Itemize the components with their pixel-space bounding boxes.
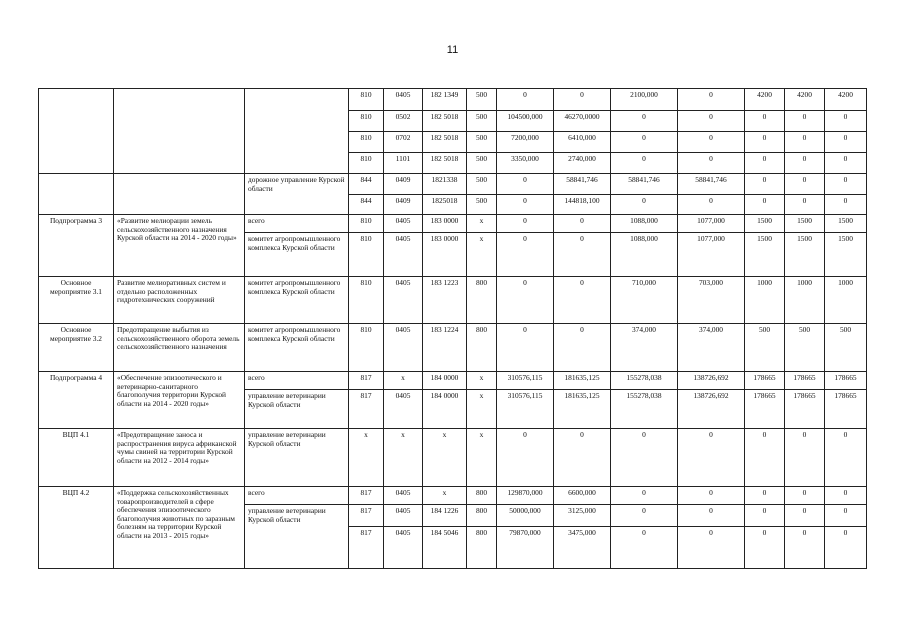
rzpr-cell: 0702	[384, 132, 423, 153]
executor-cell: всего	[245, 215, 349, 233]
value-cell: 0	[497, 174, 554, 195]
value-cell: 310576,115	[497, 390, 554, 429]
name-cell	[114, 174, 245, 215]
executor-cell: всего	[245, 487, 349, 505]
rzpr-cell: 0409	[384, 174, 423, 195]
value-cell: 2740,000	[554, 153, 611, 174]
value-cell: 0	[825, 429, 867, 487]
name-cell: Развитие мелиоративных систем и отдельно расположенных гидротехнических сооружений	[114, 277, 245, 324]
grbs-cell: 817	[349, 505, 384, 527]
value-cell: 0	[825, 153, 867, 174]
csr-cell: x	[423, 429, 467, 487]
value-cell: 3125,000	[554, 505, 611, 527]
value-cell: 1000	[745, 277, 785, 324]
value-cell: 0	[497, 324, 554, 372]
value-cell: 1500	[825, 233, 867, 277]
rzpr-cell: x	[384, 429, 423, 487]
csr-cell: 184 5046	[423, 527, 467, 569]
value-cell: 1500	[785, 233, 825, 277]
rzpr-cell: 0409	[384, 195, 423, 215]
value-cell: 58841,746	[678, 174, 745, 195]
value-cell: 1077,000	[678, 233, 745, 277]
value-cell: 703,000	[678, 277, 745, 324]
rzpr-cell: 0405	[384, 527, 423, 569]
rzpr-cell: 0405	[384, 233, 423, 277]
value-cell: 0	[678, 195, 745, 215]
value-cell: 1000	[825, 277, 867, 324]
value-cell: 2100,000	[611, 89, 678, 111]
name-cell: «Поддержка сельскохозяйственных товаропроизводителей в сфере обеспечения эпизоотического благополучия животных по заразным болезням на территории Курской области на 2013 - 2015 годы»	[114, 487, 245, 569]
grbs-cell: 810	[349, 277, 384, 324]
value-cell: 0	[785, 111, 825, 132]
value-cell: 374,000	[611, 324, 678, 372]
value-cell: 310576,115	[497, 372, 554, 390]
value-cell: 0	[678, 132, 745, 153]
value-cell: 0	[825, 195, 867, 215]
vr-cell: 800	[467, 527, 497, 569]
vr-cell: 500	[467, 174, 497, 195]
rzpr-cell: 0405	[384, 89, 423, 111]
value-cell: 0	[785, 132, 825, 153]
value-cell: 0	[825, 487, 867, 505]
value-cell: 0	[678, 153, 745, 174]
value-cell: 0	[825, 527, 867, 569]
csr-cell: 184 1226	[423, 505, 467, 527]
value-cell: 0	[785, 174, 825, 195]
value-cell: 0	[825, 505, 867, 527]
executor-cell: управление ветеринарии Курской области	[245, 429, 349, 487]
rzpr-cell: 0405	[384, 487, 423, 505]
value-cell: 144818,100	[554, 195, 611, 215]
value-cell: 0	[497, 277, 554, 324]
vr-cell: 800	[467, 324, 497, 372]
value-cell: 0	[611, 132, 678, 153]
value-cell: 0	[745, 505, 785, 527]
value-cell: 178665	[745, 390, 785, 429]
page-number: 11	[446, 44, 459, 56]
csr-cell: 183 0000	[423, 233, 467, 277]
value-cell: 46270,0000	[554, 111, 611, 132]
executor-cell: управление ветеринарии Курской области	[245, 390, 349, 429]
value-cell: 0	[785, 429, 825, 487]
value-cell: 138726,692	[678, 372, 745, 390]
value-cell: 58841,746	[611, 174, 678, 195]
value-cell: 710,000	[611, 277, 678, 324]
value-cell: 155278,038	[611, 372, 678, 390]
value-cell: 1500	[745, 215, 785, 233]
vr-cell: 800	[467, 277, 497, 324]
vr-cell: x	[467, 390, 497, 429]
grbs-cell: 844	[349, 174, 384, 195]
rzpr-cell: 0405	[384, 215, 423, 233]
value-cell: 79870,000	[497, 527, 554, 569]
rzpr-cell: 0405	[384, 324, 423, 372]
vr-cell: x	[467, 233, 497, 277]
name-cell: «Предотвращение заноса и распространения вируса африканской чумы свиней на территории Курской области на 2012 - 2014 годы»	[114, 429, 245, 487]
csr-cell: 182 1349	[423, 89, 467, 111]
value-cell: 0	[678, 111, 745, 132]
value-cell: 1500	[785, 215, 825, 233]
value-cell: 6410,000	[554, 132, 611, 153]
value-cell: 0	[497, 89, 554, 111]
value-cell: 374,000	[678, 324, 745, 372]
value-cell: 0	[678, 527, 745, 569]
rzpr-cell: 0502	[384, 111, 423, 132]
program-cell: Подпрограмма 4	[39, 372, 114, 429]
value-cell: 7200,000	[497, 132, 554, 153]
executor-cell: управление ветеринарии Курской области	[245, 505, 349, 569]
value-cell: 0	[825, 132, 867, 153]
value-cell: 1500	[825, 215, 867, 233]
program-cell: Основное мероприятие 3.2	[39, 324, 114, 372]
value-cell: 4200	[825, 89, 867, 111]
csr-cell: 182 5018	[423, 153, 467, 174]
value-cell: 0	[825, 174, 867, 195]
rzpr-cell: x	[384, 372, 423, 390]
value-cell: 178665	[745, 372, 785, 390]
value-cell: 58841,746	[554, 174, 611, 195]
grbs-cell: 817	[349, 487, 384, 505]
value-cell: 0	[745, 487, 785, 505]
vr-cell: 800	[467, 487, 497, 505]
vr-cell: 500	[467, 111, 497, 132]
name-cell: «Развитие мелиорации земель сельскохозяйственного назначения Курской области на 2014 - 2020 годы»	[114, 215, 245, 277]
value-cell: 0	[785, 487, 825, 505]
program-cell: Подпрограмма 3	[39, 215, 114, 277]
program-cell	[39, 174, 114, 215]
value-cell: 0	[611, 153, 678, 174]
value-cell: 0	[745, 153, 785, 174]
value-cell: 0	[554, 277, 611, 324]
vr-cell: 800	[467, 505, 497, 527]
value-cell: 1077,000	[678, 215, 745, 233]
value-cell: 50000,000	[497, 505, 554, 527]
value-cell: 0	[554, 233, 611, 277]
table-row	[39, 324, 867, 372]
csr-cell: 183 1223	[423, 277, 467, 324]
value-cell: 178665	[825, 372, 867, 390]
table-row	[39, 487, 867, 505]
value-cell: 1000	[785, 277, 825, 324]
executor-cell: комитет агропромышленного комплекса Курской области	[245, 324, 349, 372]
executor-cell	[245, 89, 349, 174]
table-row	[39, 372, 867, 390]
value-cell: 6600,000	[554, 487, 611, 505]
rzpr-cell: 0405	[384, 277, 423, 324]
grbs-cell: 810	[349, 215, 384, 233]
value-cell: 500	[745, 324, 785, 372]
grbs-cell: 810	[349, 233, 384, 277]
executor-cell: дорожное управление Курской области	[245, 174, 349, 215]
value-cell: 0	[745, 111, 785, 132]
value-cell: 178665	[785, 390, 825, 429]
value-cell: 0	[554, 215, 611, 233]
rzpr-cell: 1101	[384, 153, 423, 174]
value-cell: 178665	[825, 390, 867, 429]
vr-cell: 500	[467, 132, 497, 153]
csr-cell: 1821338	[423, 174, 467, 195]
value-cell: 0	[611, 429, 678, 487]
table-row	[39, 215, 867, 233]
grbs-cell: x	[349, 429, 384, 487]
vr-cell: 500	[467, 89, 497, 111]
grbs-cell: 810	[349, 89, 384, 111]
value-cell: 181635,125	[554, 372, 611, 390]
grbs-cell: 844	[349, 195, 384, 215]
value-cell: 3350,000	[497, 153, 554, 174]
value-cell: 4200	[785, 89, 825, 111]
csr-cell: 184 0000	[423, 372, 467, 390]
value-cell: 0	[745, 132, 785, 153]
value-cell: 138726,692	[678, 390, 745, 429]
value-cell: 0	[497, 233, 554, 277]
program-cell: Основное мероприятие 3.1	[39, 277, 114, 324]
value-cell: 4200	[745, 89, 785, 111]
rzpr-cell: 0405	[384, 390, 423, 429]
value-cell: 0	[497, 195, 554, 215]
value-cell: 0	[825, 111, 867, 132]
value-cell: 0	[497, 429, 554, 487]
table-row	[39, 277, 867, 324]
value-cell: 181635,125	[554, 390, 611, 429]
program-cell	[39, 89, 114, 174]
executor-cell: комитет агропромышленного комплекса Курской области	[245, 277, 349, 324]
value-cell: 0	[745, 174, 785, 195]
csr-cell: 184 0000	[423, 390, 467, 429]
grbs-cell: 810	[349, 111, 384, 132]
value-cell: 0	[785, 527, 825, 569]
value-cell: 1088,000	[611, 233, 678, 277]
csr-cell: x	[423, 487, 467, 505]
value-cell: 155278,038	[611, 390, 678, 429]
csr-cell: 1825018	[423, 195, 467, 215]
vr-cell: x	[467, 429, 497, 487]
program-cell: ВЦП 4.1	[39, 429, 114, 487]
name-cell	[114, 89, 245, 174]
csr-cell: 183 1224	[423, 324, 467, 372]
value-cell: 0	[497, 215, 554, 233]
vr-cell: 500	[467, 195, 497, 215]
value-cell: 0	[611, 505, 678, 527]
value-cell: 0	[745, 429, 785, 487]
value-cell: 500	[825, 324, 867, 372]
value-cell: 0	[554, 324, 611, 372]
grbs-cell: 810	[349, 324, 384, 372]
csr-cell: 183 0000	[423, 215, 467, 233]
value-cell: 0	[611, 111, 678, 132]
table-row	[39, 429, 867, 487]
value-cell: 500	[785, 324, 825, 372]
value-cell: 0	[678, 487, 745, 505]
vr-cell: x	[467, 215, 497, 233]
program-cell: ВЦП 4.2	[39, 487, 114, 569]
value-cell: 0	[611, 527, 678, 569]
grbs-cell: 817	[349, 372, 384, 390]
value-cell: 0	[785, 153, 825, 174]
value-cell: 178665	[785, 372, 825, 390]
value-cell: 0	[745, 195, 785, 215]
value-cell: 0	[678, 89, 745, 111]
value-cell: 0	[678, 429, 745, 487]
grbs-cell: 810	[349, 153, 384, 174]
value-cell: 104500,000	[497, 111, 554, 132]
executor-cell: комитет агропромышленного комплекса Курской области	[245, 233, 349, 277]
rzpr-cell: 0405	[384, 505, 423, 527]
table-row	[39, 89, 867, 111]
name-cell: «Обеспечение эпизоотического и ветеринарно-санитарного благополучия территории Курской области на 2014 - 2020 годы»	[114, 372, 245, 429]
grbs-cell: 817	[349, 527, 384, 569]
vr-cell: 500	[467, 153, 497, 174]
value-cell: 0	[745, 527, 785, 569]
csr-cell: 182 5018	[423, 132, 467, 153]
budget-table	[38, 88, 867, 569]
value-cell: 1500	[745, 233, 785, 277]
value-cell: 1088,000	[611, 215, 678, 233]
value-cell: 0	[611, 195, 678, 215]
value-cell: 0	[678, 505, 745, 527]
table-row	[39, 174, 867, 195]
grbs-cell: 810	[349, 132, 384, 153]
value-cell: 0	[785, 195, 825, 215]
value-cell: 0	[554, 429, 611, 487]
vr-cell: x	[467, 372, 497, 390]
value-cell: 0	[554, 89, 611, 111]
name-cell: Предотвращение выбытия из сельскохозяйственного оборота земель сельскохозяйственного назначения	[114, 324, 245, 372]
value-cell: 3475,000	[554, 527, 611, 569]
value-cell: 0	[611, 487, 678, 505]
value-cell: 0	[785, 505, 825, 527]
csr-cell: 182 5018	[423, 111, 467, 132]
value-cell: 129870,000	[497, 487, 554, 505]
executor-cell: всего	[245, 372, 349, 390]
grbs-cell: 817	[349, 390, 384, 429]
